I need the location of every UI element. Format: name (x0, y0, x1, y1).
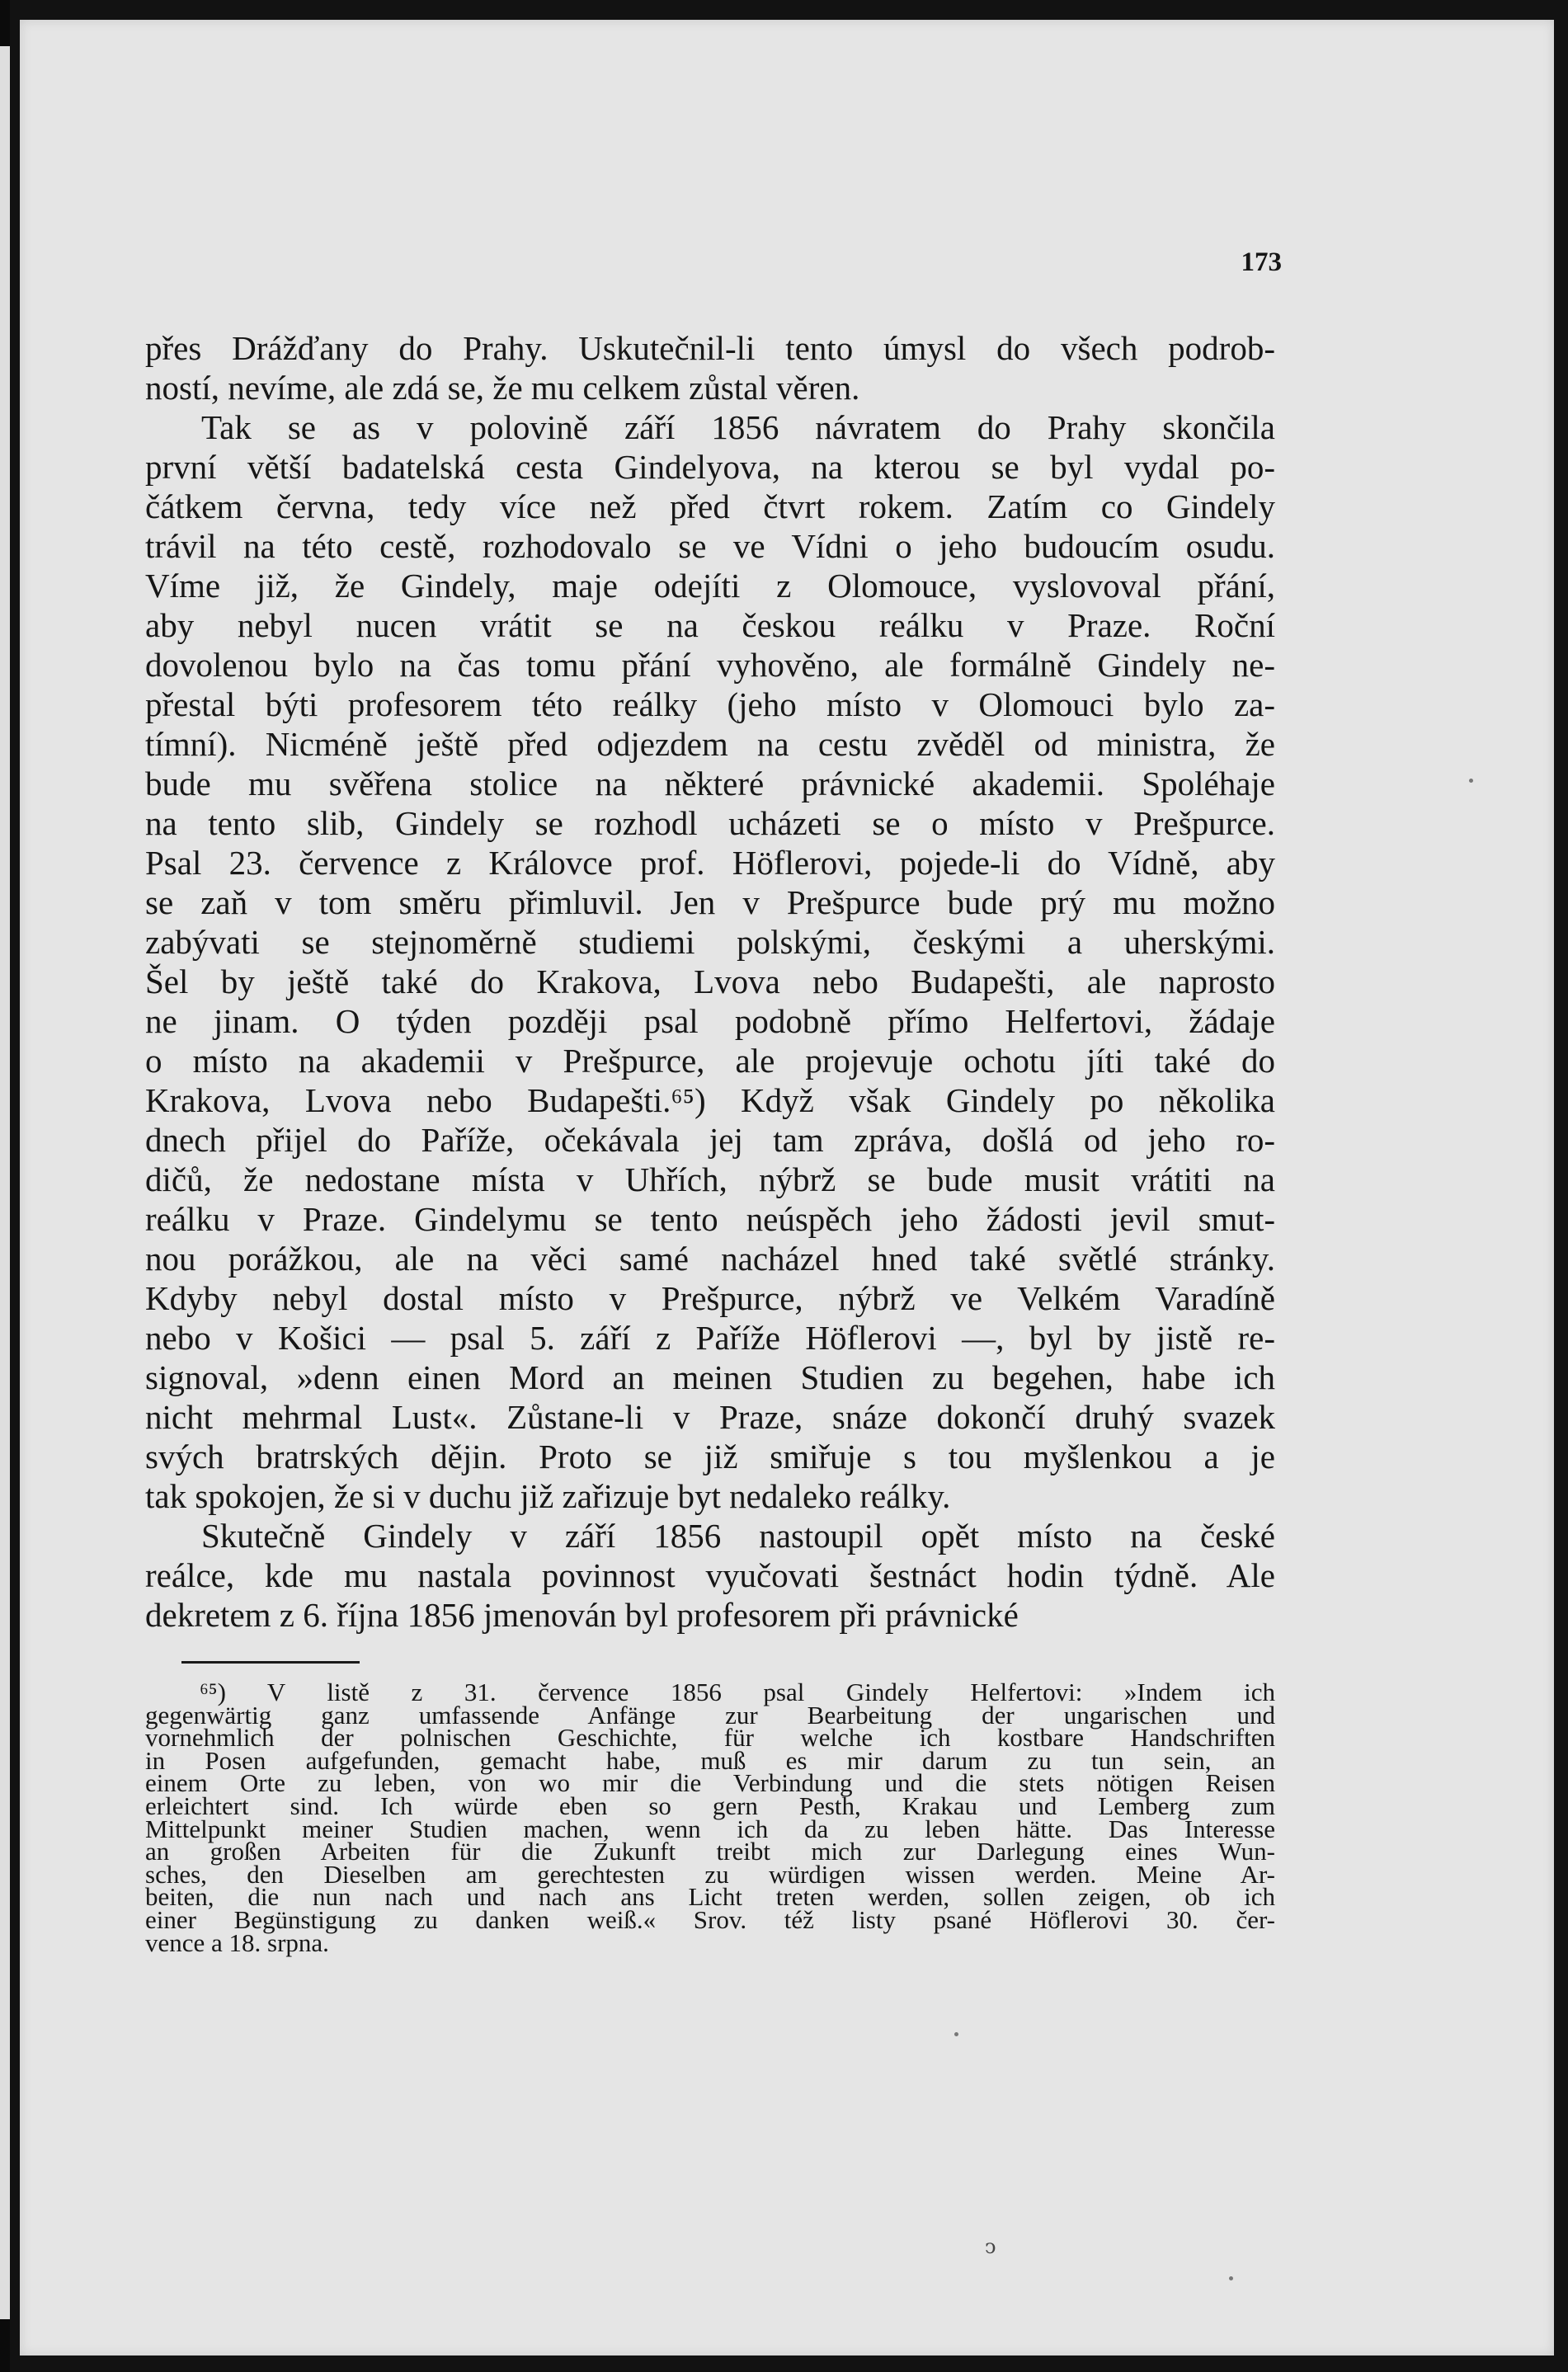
footnote-line: gegenwärtig ganz umfassende Anfänge zur Bearbeitung der ungarischen und (145, 1700, 1275, 1730)
scan-speck (1469, 779, 1473, 783)
body-line: Krakova, Lvova nebo Budapešti.⁶⁵) Když však Gindely po několika (145, 1081, 1275, 1119)
footnote-line: in Posen aufgefunden, gemacht habe, muß es mir darum zu tun sein, an (145, 1745, 1275, 1775)
scan-speck (954, 2032, 958, 2036)
footnote-line: vence a 18. srpna. (145, 1927, 329, 1957)
body-line: ností, nevíme, ale zdá se, že mu celkem zůstal věren. (145, 369, 860, 407)
body-line: o místo na akademii v Prešpurce, ale projevuje ochotu jíti také do (145, 1042, 1275, 1080)
footnote-separator (181, 1661, 360, 1664)
body-line: první větší badatelská cesta Gindelyova, na kterou se byl vydal po- (145, 448, 1275, 486)
footnote-line: sches, den Dieselben am gerechtesten zu würdigen wissen werden. Meine Ar- (145, 1859, 1275, 1889)
body-line: na tento slib, Gindely se rozhodl ucházeti se o místo v Prešpurce. (145, 804, 1275, 842)
body-line: reálku v Praze. Gindelymu se tento neúspěch jeho žádosti jevil smut- (145, 1200, 1275, 1238)
footnote-line: erleichtert sind. Ich würde eben so gern Pesth, Krakau und Lemberg zum (145, 1791, 1275, 1820)
footnote-line: einem Orte zu leben, von wo mir die Verbindung und die stets nötigen Reisen (145, 1768, 1275, 1798)
body-line: přes Drážďany do Prahy. Uskutečnil-li tento úmysl do všech podrob- (145, 329, 1275, 367)
body-line: svých bratrských dějin. Proto se již smiřuje s tou myšlenkou a je (145, 1438, 1275, 1475)
body-line: zabývati se stejnoměrně studiemi polskými, českými a uherskými. (145, 923, 1275, 961)
body-line: aby nebyl nucen vrátit se na českou reálku v Praze. Roční (145, 606, 1275, 644)
footnote-65 (145, 1678, 1275, 1957)
body-line: přestal býti profesorem této reálky (jeho místo v Olomouci bylo za- (145, 685, 1275, 723)
scan-speck (1229, 2276, 1233, 2280)
body-line: Kdyby nebyl dostal místo v Prešpurce, nýbrž ve Velkém Varadíně (145, 1279, 1275, 1317)
previous-page-strip (0, 46, 10, 2319)
body-line: nicht mehrmal Lust«. Zůstane-li v Praze, snáze dokončí druhý svazek (145, 1398, 1275, 1436)
body-line: trávil na této cestě, rozhodovalo se ve Vídni o jeho budoucím osudu. (145, 527, 1275, 565)
body-line: ne jinam. O týden později psal podobně přímo Helfertovi, žádaje (145, 1002, 1275, 1040)
body-line: Psal 23. července z Královce prof. Höflerovi, pojede-li do Vídně, aby (145, 844, 1275, 882)
book-page (20, 20, 1554, 2356)
body-line: se zaň v tom směru přimluvil. Jen v Prešpurce bude prý mu možno (145, 883, 1275, 921)
footnote-line: ⁶⁵) V listě z 31. července 1856 psal Gindely Helfertovi: »Indem ich (200, 1678, 1275, 1706)
body-line: nou porážkou, ale na věci samé nacházel hned také světlé stránky. (145, 1240, 1275, 1278)
body-line: Skutečně Gindely v září 1856 nastoupil opět místo na české (201, 1517, 1275, 1555)
body-line: dičů, že nedostane místa v Uhřích, nýbrž se bude musit vrátiti na (145, 1160, 1275, 1198)
body-line: bude mu svěřena stolice na některé právnické akademii. Spoléhaje (145, 765, 1275, 802)
body-line: reálce, kde mu nastala povinnost vyučovati šestnáct hodin týdně. Ale (145, 1556, 1275, 1594)
footnote-line: Mittelpunkt meiner Studien machen, wenn ich da zu leben hätte. Das Interesse (145, 1814, 1275, 1843)
page-number: 173 (1241, 247, 1282, 277)
footnote-line: beiten, die nun nach und nach ans Licht treten werden, sollen zeigen, ob ich (145, 1882, 1275, 1912)
footnote-line: einer Begünstigung zu danken weiß.« Srov. též listy psané Höflerovi 30. čer- (145, 1904, 1275, 1934)
footnote-line: an großen Arbeiten für die Zukunft treibt mich zur Darlegung eines Wun- (145, 1837, 1275, 1866)
printer-mark: ↄ (985, 2235, 996, 2258)
body-line: Šel by ještě také do Krakova, Lvova nebo Budapešti, ale naprosto (145, 962, 1275, 1000)
body-text (145, 328, 1275, 1635)
body-line: dnech přijel do Paříže, očekávala jej tam zpráva, došlá od jeho ro- (145, 1121, 1275, 1159)
body-line: dovolenou bylo na čas tomu přání vyhověno, ale formálně Gindely ne- (145, 646, 1275, 684)
body-line: Víme již, že Gindely, maje odejíti z Olomouce, vyslovoval přání, (145, 567, 1275, 605)
body-line: tímní). Nicméně ještě před odjezdem na cestu zvěděl od ministra, že (145, 725, 1275, 763)
body-line: Tak se as v polovině září 1856 návratem do Prahy skončila (201, 408, 1275, 446)
body-line: signoval, »denn einen Mord an meinen Studien zu begehen, habe ich (145, 1358, 1275, 1396)
body-line: čátkem června, tedy více než před čtvrt rokem. Zatím co Gindely (145, 487, 1275, 525)
body-line: nebo v Košici — psal 5. září z Paříže Höflerovi —, byl by jistě re- (145, 1319, 1275, 1357)
body-line: dekretem z 6. října 1856 jmenován byl profesorem při právnické (145, 1596, 1019, 1634)
body-line: tak spokojen, že si v duchu již zařizuje byt nedaleko reálky. (145, 1477, 951, 1515)
footnote-line: vornehmlich der polnischen Geschichte, für welche ich kostbare Handschriften (145, 1723, 1275, 1753)
